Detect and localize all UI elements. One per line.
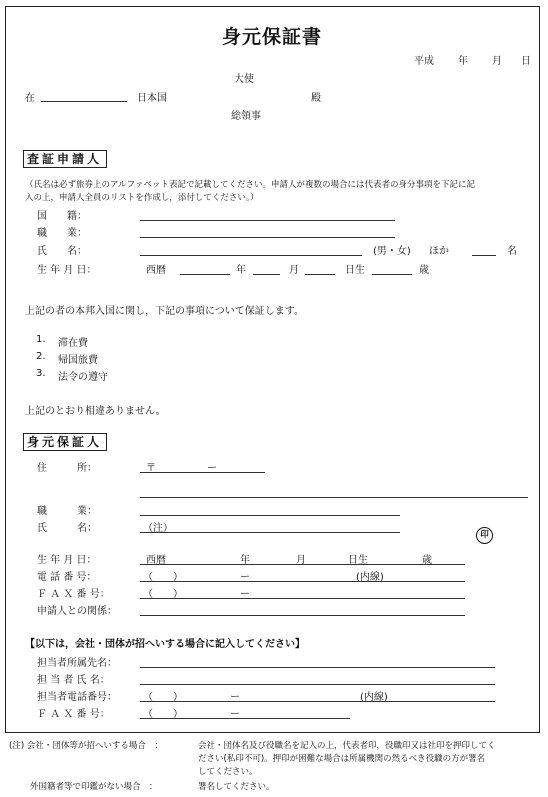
applicant-occupation-label: 職 業： [37,228,87,239]
date-era: 平成 [414,56,434,67]
document-title: 身元保証書 [222,26,323,48]
item-2-num: 2. [36,351,46,362]
item-2-text: 帰国旅費 [58,355,98,366]
company-person-label: 担 当 者 氏 名： [37,675,110,686]
guarantor-dob-month: 月 [296,555,306,566]
consul-label: 総領事 [231,111,261,122]
applicant-dob-month: 月 [289,265,299,276]
guarantor-dob-era: 西暦 [146,555,166,566]
guarantor-dob-label: 生 年 月 日： [37,555,97,566]
guarantor-fax-paren: （ ） [143,589,183,600]
company-dept-label: 担当者所属先名： [37,658,117,669]
item-3-num: 3. [36,368,46,379]
guarantor-dob-year: 年 [240,555,250,566]
applicant-note-line1: （氏名は必ず旅券上のアルファベット表記で記載してください。申請人が複数の場合には代表者の身分事項を下記に記 [25,180,475,190]
company-phone-label: 担当者電話番号： [37,692,117,703]
guarantor-name-field[interactable] [140,532,400,533]
company-fax-label: Ｆ Ａ Ｘ 番 号： [37,709,110,720]
item-3-text: 法令の遵守 [58,372,108,383]
applicant-nationality-label: 国 籍： [37,211,87,222]
guarantor-name-label: 氏 名： [37,523,97,534]
applicant-name-field[interactable] [140,255,362,256]
guarantor-age-label: 歳 [422,555,432,566]
guarantee-statement: 上記の者の本邦入国に関し，下記の事項について保証します。 [25,306,304,317]
applicant-dob-era: 西暦 [146,265,166,276]
date-month: 月 [492,56,502,67]
footnote-text1-line3: してください。 [198,767,258,777]
guarantor-fax-dash: ー [240,589,250,600]
addressee-prefix: 在 [25,93,35,104]
company-person-field[interactable] [140,684,495,685]
applicant-persons-label: 名 [507,246,517,257]
company-fax-paren: （ ） [143,709,183,720]
guarantor-address-label: 住 所： [37,463,97,474]
applicant-name-label: 氏 名： [37,246,87,257]
applicant-sex[interactable]: (男・女) [373,246,411,257]
guarantor-phone-dash: ー [240,572,250,583]
date-day: 日 [521,56,531,67]
postal-symbol: 〒 [146,463,156,474]
postal-code-field[interactable] [140,472,265,473]
guarantor-relation-label: 申請人との関係： [37,606,117,617]
applicant-dob-label: 生 年 月 日： [37,265,97,276]
guarantor-occupation-label: 職 業： [37,506,97,517]
guarantor-name-note: （注） [143,523,173,534]
applicant-note-line2: 入の上，申請人全員のリストを作成し，添付してください。） [25,193,259,203]
guarantor-phone-label: 電 話 番 号： [37,572,97,583]
item-1-text: 滞在費 [58,338,88,349]
footnote-text1-line1: 会社・団体名及び役職名を記入の上，代表者印，役職印又は社印を押印してく [198,741,496,751]
company-fax-dash: ー [230,709,240,720]
seal-mark: 印 [476,527,493,544]
guarantor-phone-paren: （ ） [143,572,183,583]
ambassador-label: 大使 [234,74,254,85]
company-phone-field[interactable] [140,701,495,702]
company-heading: 【以下は，会社・団体が招へいする場合に記入してください】 [25,639,305,650]
guarantor-heading: 身元保証人 [23,433,107,451]
guarantor-fax-field[interactable] [140,598,465,599]
applicant-age-field[interactable] [372,274,412,275]
addressee-honorific: 殿 [311,93,321,104]
footnote-label-company: (注) 会社・団体等が招へいする場合 ： [9,741,163,751]
guarantor-phone-field[interactable] [140,581,465,582]
guarantor-dob-field[interactable] [140,564,465,565]
item-1-num: 1. [36,334,46,345]
confirm-statement: 上記のとおり相違ありません。 [25,406,166,417]
company-phone-dash: ー [230,692,240,703]
applicant-others-label: ほか [429,246,449,257]
applicant-others-count-field[interactable] [472,255,496,256]
footnote-label-foreign: 外国籍者等で印鑑がない場合 ： [30,782,158,792]
footnote-text1-line2: ださい(私印不可)。押印が困難な場合は所属機関の然るべき役職の方が署名 [198,754,486,764]
guarantor-dob-birth: 日生 [348,555,368,566]
company-phone-paren: （ ） [143,692,183,703]
guarantor-relation-field[interactable] [140,615,465,616]
company-dept-field[interactable] [140,667,495,668]
applicant-dob-year: 年 [236,265,246,276]
applicant-dob-month-field[interactable] [253,274,280,275]
applicant-dob-birth: 日生 [345,265,365,276]
addressee-location-field[interactable] [41,101,127,102]
company-fax-field[interactable] [140,718,350,719]
applicant-heading: 査証申請人 [23,150,107,168]
applicant-nationality-field[interactable] [140,220,395,221]
postal-dash: ー [207,463,217,474]
addressee-country: 日本国 [137,93,167,104]
guarantor-fax-label: Ｆ Ａ Ｘ 番 号： [37,589,110,600]
guarantor-address-field[interactable] [140,497,528,498]
applicant-age-label: 歳 [419,265,429,276]
guarantor-phone-ext: (内線) [356,572,384,583]
applicant-dob-year-field[interactable] [180,274,230,275]
guarantor-occupation-field[interactable] [140,515,400,516]
company-phone-ext: (内線) [360,692,388,703]
applicant-occupation-field[interactable] [140,237,395,238]
applicant-dob-day-field[interactable] [305,274,335,275]
date-year: 年 [458,56,468,67]
footnote-text2: 署名してください。 [198,782,275,792]
